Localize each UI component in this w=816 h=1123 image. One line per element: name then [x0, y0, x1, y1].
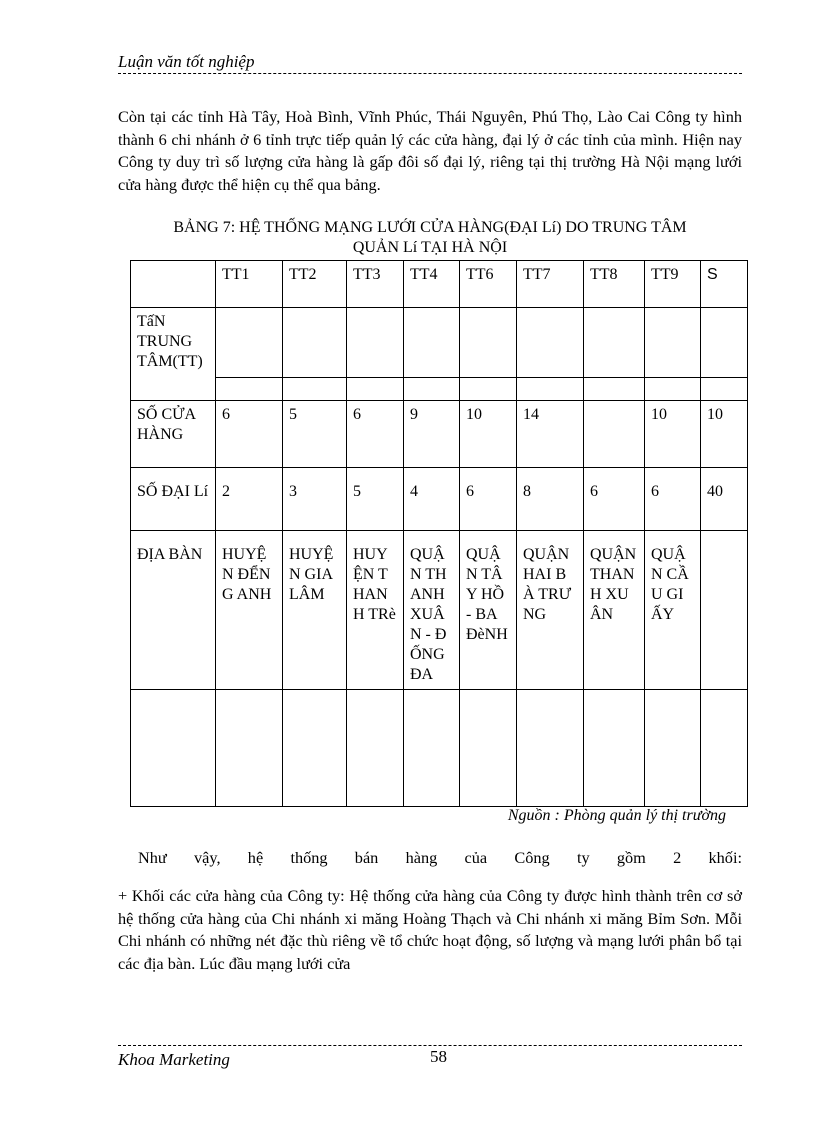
summary-paragraph [118, 847, 742, 870]
table-cell: HUYỆN GIA LÂM [283, 531, 347, 690]
table-cell: 6 [645, 468, 701, 531]
table-cell: QUẬN CẦU GIẤY [645, 531, 701, 690]
table-row-stores [131, 401, 748, 468]
table-header-row [131, 261, 748, 308]
table-cell: 10 [645, 401, 701, 468]
col-header: TT6 [460, 261, 517, 308]
col-header: S [701, 261, 748, 308]
row-label-center: TấN TRUNG TÂM(TT) [131, 308, 216, 401]
row-label-area: ĐỊA BÀN [131, 531, 216, 690]
table-cell: 9 [404, 401, 460, 468]
table-cell: 6 [216, 401, 283, 468]
page-number: 58 [430, 1047, 447, 1066]
row-label-agents: SỐ ĐẠI Lí [131, 468, 216, 531]
table-cell: QUẬN THANH XUÂN [584, 531, 645, 690]
table-cell: HUYỆN ĐỂNG ANH [216, 531, 283, 690]
intro-text: Còn tại các tỉnh Hà Tây, Hoà Bình, Vĩnh Phúc, Thái Nguyên, Phú Thọ, Lào Cai Công ty hình thành 6 chi nhánh ở 6 tỉnh trực tiếp quản lý các cửa hàng, đại lý ở các tỉnh của mình. Hiện nay Công ty duy trì số lượng cửa hàng là gấp đôi số đại lý, riêng tại thị trường Hà Nội mạng lưới cửa hàng được thể hiện cụ thể qua bảng. [118, 107, 742, 194]
caption-line-1: BẢNG 7: HỆ THỐNG MẠNG LƯỚI CỬA HÀNG(ĐẠI Lí) DO TRUNG TÂM [173, 219, 687, 236]
table-cell: QUẬN HAI BÀ TRƯNG [517, 531, 584, 690]
store-block-paragraph [118, 885, 742, 975]
table-cell: 4 [404, 468, 460, 531]
table-cell: 6 [460, 468, 517, 531]
table-source: Nguồn : Phòng quản lý thị trường [507, 807, 726, 824]
store-network-table [130, 260, 748, 807]
table-cell: 10 [460, 401, 517, 468]
table-row-area [131, 531, 748, 690]
table-cell: QUẬN TÂY HỒ - BA ĐèNH [460, 531, 517, 690]
table-cell: 14 [517, 401, 584, 468]
store-block-text: + Khối các cửa hàng của Công ty: Hệ thống cửa hàng của Công ty được hình thành trên cơ sở hệ thống cửa hàng của Chi nhánh xi măng Hoàng Thạch và Chi nhánh xi măng Bỉm Sơn. Mỗi Chi nhánh có những nét đặc thù riêng về tổ chức hoạt động, số lượng và mạng lưới phân bổ tại các địa bàn. Lúc đầu mạng lưới cửa [118, 886, 742, 973]
table-cell: 6 [347, 401, 404, 468]
table-cell: 3 [283, 468, 347, 531]
running-header: Luận văn tốt nghiệp [118, 52, 255, 71]
table-row-center-sub [131, 378, 748, 401]
table-row-center [131, 308, 748, 378]
col-header: TT4 [404, 261, 460, 308]
table-cell: 8 [517, 468, 584, 531]
table-cell: HUYỆN THANH TRè [347, 531, 404, 690]
table-cell: QUẬN THANH XUÂN - ĐỐNG ĐA [404, 531, 460, 690]
table-row-empty [131, 690, 748, 807]
table-cell: 5 [283, 401, 347, 468]
table-cell: 6 [584, 468, 645, 531]
col-header: TT7 [517, 261, 584, 308]
table-cell: 10 [701, 401, 748, 468]
summary-text: Như vậy, hệ thống bán hàng của Công ty gồm 2 khối: [138, 848, 742, 867]
col-header: TT3 [347, 261, 404, 308]
col-header: TT9 [645, 261, 701, 308]
intro-paragraph [118, 106, 742, 196]
col-header: TT1 [216, 261, 283, 308]
footer-faculty: Khoa Marketing [118, 1050, 230, 1069]
table-cell [701, 531, 748, 690]
table-cell: 2 [216, 468, 283, 531]
table-row-agents [131, 468, 748, 531]
table-caption [118, 218, 742, 258]
table-cell: 5 [347, 468, 404, 531]
col-header: TT8 [584, 261, 645, 308]
corner-cell [131, 261, 216, 308]
footer-rule [118, 1045, 742, 1046]
header-rule [118, 73, 742, 74]
col-header: TT2 [283, 261, 347, 308]
table-cell: 40 [701, 468, 748, 531]
caption-line-2: QUẢN Lí TẠI HÀ NỘI [352, 239, 508, 256]
table-cell [584, 401, 645, 468]
row-label-stores: SỐ CỬA HÀNG [131, 401, 216, 468]
